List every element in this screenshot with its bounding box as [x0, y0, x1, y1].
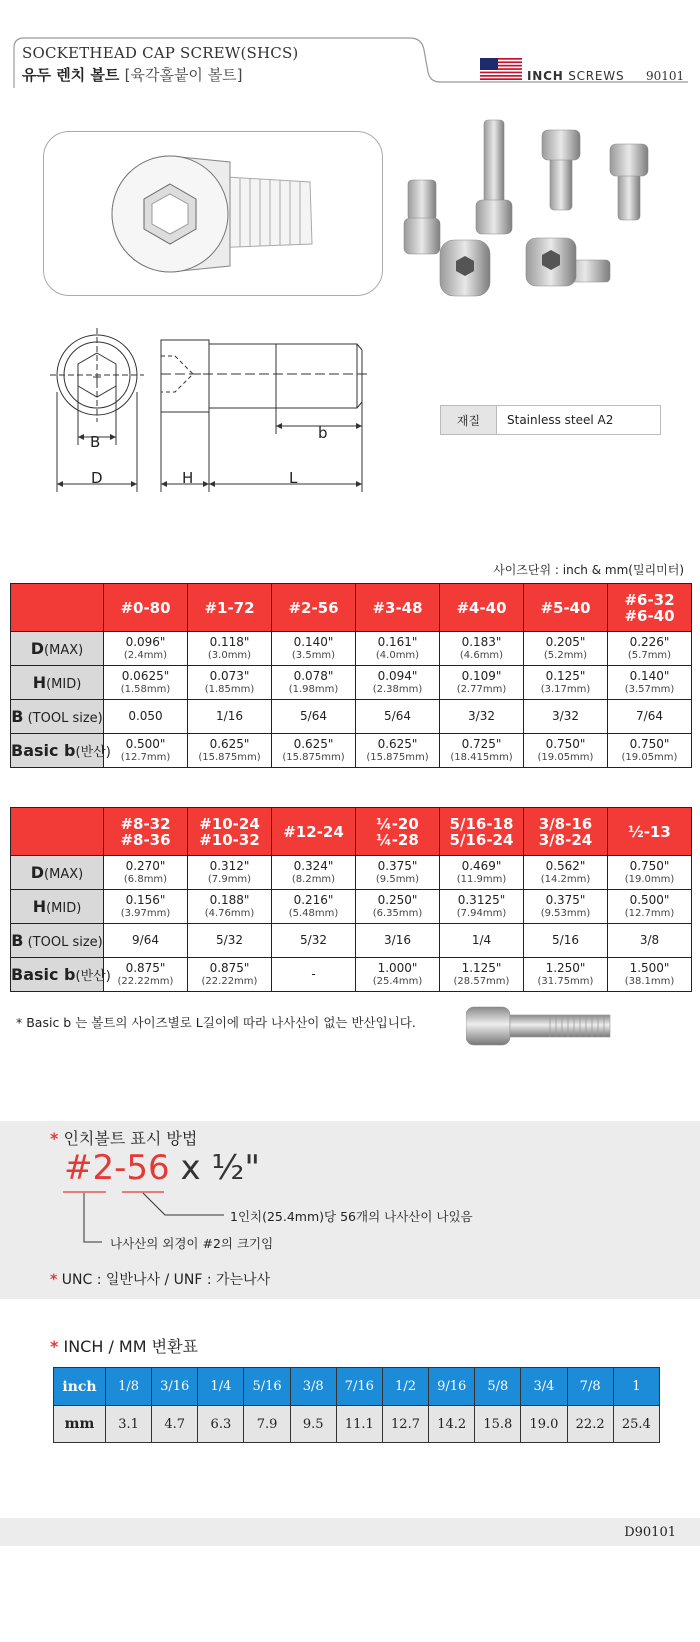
row-label-sub: (MID): [46, 677, 82, 692]
spec-cell: [440, 890, 524, 924]
size-header: [440, 808, 524, 856]
spec-cell-inch: 0.875": [125, 960, 166, 975]
spec-cell-mm: (6.8mm): [123, 873, 168, 885]
spec-cell-inch: 0.469": [461, 858, 502, 873]
spec-cell-inch: 0.312": [209, 858, 250, 873]
example-sep: -: [114, 1148, 127, 1188]
size-header: [608, 808, 692, 856]
size-header-line: ¼-20: [376, 814, 419, 833]
spec-cell: [440, 856, 524, 890]
spec-cell-mm: (38.1mm): [624, 975, 675, 987]
conversion-inch-label: inch: [54, 1368, 106, 1406]
spec-cell: [440, 958, 524, 992]
dim-label-d: D: [91, 469, 103, 487]
conversion-inch-cell: 7/8: [567, 1368, 613, 1406]
star-icon: *: [50, 1272, 58, 1288]
spec-cell: [524, 666, 608, 700]
spec-cell-mm: (5.2mm): [543, 649, 588, 661]
spec-cell-inch: 0.094": [377, 668, 418, 683]
spec-cell: [440, 700, 524, 734]
screws-photo: [400, 110, 690, 320]
spec-cell-inch: 5/64: [384, 709, 411, 723]
spec-row: [11, 890, 692, 924]
spec-cell: [440, 734, 524, 768]
conversion-mm-cell: 7.9: [244, 1406, 290, 1443]
spec-cell-inch: 5/16: [552, 933, 579, 947]
spec-cell-inch: 0.216": [293, 892, 334, 907]
spec-cell-mm: (12.7mm): [624, 907, 675, 919]
spec-cell: [272, 632, 356, 666]
size-header: [104, 584, 188, 632]
spec-cell: [440, 632, 524, 666]
spec-cell: [356, 632, 440, 666]
spec-cell-inch: 5/32: [216, 933, 243, 947]
spec-cell-mm: (3.0mm): [207, 649, 252, 661]
row-label: [11, 958, 111, 992]
size-header-line: ½-13: [628, 822, 671, 841]
star-icon: *: [50, 1337, 59, 1356]
size-header: [356, 808, 440, 856]
spec-cell-inch: 0.562": [545, 858, 586, 873]
spec-cell-inch: 0.875": [209, 960, 250, 975]
spec-cell-mm: (14.2mm): [540, 873, 591, 885]
spec-cell-mm: (15.875mm): [198, 751, 261, 763]
spec-cell-mm: (15.875mm): [366, 751, 429, 763]
spec-cell: [608, 924, 692, 958]
spec-cell: [524, 856, 608, 890]
row-label-main: Basic b: [11, 741, 76, 760]
row-label-main: H: [32, 897, 47, 916]
spec-cell-inch: 0.183": [461, 634, 502, 649]
conversion-mm-cell: 25.4: [613, 1406, 659, 1443]
spec-cell: [356, 734, 440, 768]
spec-row: [11, 958, 692, 992]
screw-illustration: [100, 148, 320, 278]
spec-cell-mm: (8.2mm): [291, 873, 336, 885]
row-label: [11, 700, 104, 734]
size-header: [272, 584, 356, 632]
row-label-main: H: [32, 673, 47, 692]
spec-cell: [188, 734, 272, 768]
conversion-inch-cell: 5/16: [244, 1368, 290, 1406]
spec-cell: [272, 666, 356, 700]
conversion-mm-cell: 9.5: [290, 1406, 336, 1443]
example-tpi: 56: [126, 1148, 170, 1188]
footer-bar: [0, 1518, 700, 1546]
spec-cell-inch: 0.0625": [121, 668, 170, 683]
conversion-mm-cell: 12.7: [382, 1406, 428, 1443]
size-header-line: #3-48: [372, 598, 423, 617]
spec-row: [11, 856, 692, 890]
spec-cell: [104, 700, 188, 734]
conversion-mm-cell: 19.0: [521, 1406, 567, 1443]
spec-row: [11, 924, 692, 958]
spec-cell: [356, 924, 440, 958]
spec-cell: [356, 856, 440, 890]
spec-cell-inch: 0.500": [125, 736, 166, 751]
conversion-inch-cell: 9/16: [429, 1368, 475, 1406]
spec-cell: [524, 924, 608, 958]
size-header-line: #8-32: [120, 814, 171, 833]
spec-cell-inch: 0.375": [377, 858, 418, 873]
spec-cell: [104, 856, 188, 890]
conversion-inch-cell: 3/16: [152, 1368, 198, 1406]
spec-cell: [104, 958, 188, 992]
spec-cell-mm: (6.35mm): [372, 907, 423, 919]
size-header-line: 5/16-24: [449, 830, 514, 849]
size-header-line: #1-72: [204, 598, 255, 617]
spec-table-corner: [11, 808, 104, 856]
spec-cell-mm: (1.98mm): [288, 683, 339, 695]
dim-label-b-small: B: [90, 433, 101, 451]
row-label-sub: (반산): [75, 969, 111, 984]
spec-cell-inch: 0.750": [629, 736, 670, 751]
spec-cell: [608, 666, 692, 700]
row-label: [11, 924, 104, 958]
annotation-tpi: 1인치(25.4mm)당 56개의 나사산이 나있음: [230, 1209, 473, 1224]
spec-cell: [188, 890, 272, 924]
spec-cell: [608, 700, 692, 734]
spec-cell-mm: (9.53mm): [540, 907, 591, 919]
spec-cell-inch: 0.073": [209, 668, 250, 683]
spec-cell-inch: 0.625": [293, 736, 334, 751]
spec-cell-inch: 5/64: [300, 709, 327, 723]
spec-cell: [188, 924, 272, 958]
spec-cell-inch: 0.156": [125, 892, 166, 907]
spec-cell-inch: 1.250": [545, 960, 586, 975]
conversion-mm-cell: 15.8: [475, 1406, 521, 1443]
size-header-line: #8-36: [120, 830, 171, 849]
spec-cell-inch: 1.500": [629, 960, 670, 975]
inch-screws-label: [527, 69, 624, 83]
spec-cell-mm: (3.57mm): [624, 683, 675, 695]
spec-cell-mm: (7.9mm): [207, 873, 252, 885]
size-header: [272, 808, 356, 856]
spec-cell: [524, 632, 608, 666]
spec-cell: [356, 890, 440, 924]
spec-cell-inch: 0.375": [545, 892, 586, 907]
spec-cell-mm: (15.875mm): [282, 751, 345, 763]
spec-cell-mm: (19.05mm): [537, 751, 594, 763]
spec-cell: [188, 700, 272, 734]
size-header-line: ¼-28: [376, 830, 419, 849]
spec-cell-inch: 3/32: [552, 709, 579, 723]
row-label-sub: (반산): [75, 745, 111, 760]
spec-cell: [188, 958, 272, 992]
spec-cell-inch: 0.226": [629, 634, 670, 649]
spec-cell-inch: 1.000": [377, 960, 418, 975]
row-label-main: B: [11, 931, 24, 950]
title-english: SOCKETHEAD CAP SCREW(SHCS): [22, 44, 299, 62]
row-label-sub: (MAX): [44, 643, 84, 658]
spec-cell-mm: (25.4mm): [372, 975, 423, 987]
spec-cell: [608, 856, 692, 890]
spec-cell: [608, 734, 692, 768]
spec-cell: [440, 666, 524, 700]
conversion-mm-cell: 3.1: [106, 1406, 152, 1443]
spec-cell-inch: 0.3125": [457, 892, 506, 907]
title-korean: [22, 64, 243, 85]
dim-label-l: L: [289, 469, 298, 487]
spec-cell-inch: 3/8: [639, 933, 660, 947]
row-label-main: B: [11, 707, 24, 726]
star-icon: *: [50, 1129, 59, 1148]
spec-cell: [608, 632, 692, 666]
spec-cell-mm: (22.22mm): [201, 975, 258, 987]
conversion-mm-cell: 11.1: [336, 1406, 382, 1443]
spec-cell-inch: 0.625": [377, 736, 418, 751]
size-header: [524, 584, 608, 632]
spec-cell-inch: 0.270": [125, 858, 166, 873]
spec-cell-inch: 9/64: [132, 933, 159, 947]
annotation-size: 나사산의 외경이 #2의 크기임: [110, 1236, 274, 1251]
spec-cell: [608, 890, 692, 924]
spec-cell-inch: 0.500": [629, 892, 670, 907]
row-label: [11, 856, 104, 890]
conversion-inch-cell: 5/8: [475, 1368, 521, 1406]
spec-cell-inch: -: [311, 967, 316, 981]
spec-cell-inch: 0.078": [293, 668, 334, 683]
spec-cell: [104, 924, 188, 958]
spec-cell: [524, 700, 608, 734]
spec-cell-inch: 7/64: [636, 709, 663, 723]
conversion-title: [50, 1334, 198, 1357]
size-header-line: #10-24: [199, 814, 260, 833]
row-label: [11, 632, 104, 666]
row-label: [11, 890, 104, 924]
spec-cell-inch: 0.140": [293, 634, 334, 649]
size-header-line: #5-40: [540, 598, 591, 617]
spec-cell-inch: 3/32: [468, 709, 495, 723]
spec-cell: [356, 958, 440, 992]
dim-label-b: b: [318, 424, 328, 442]
spec-cell: [104, 890, 188, 924]
conversion-inch-cell: 3/8: [290, 1368, 336, 1406]
part-number: 90101: [646, 69, 685, 83]
title-korean-main: 유두 렌치 볼트: [22, 66, 120, 84]
spec-row: [11, 700, 692, 734]
unc-unf-note: [50, 1269, 270, 1289]
unit-note: 사이즈단위 : inch & mm(밀리미터): [493, 563, 684, 577]
spec-cell: [104, 666, 188, 700]
spec-cell-inch: 0.118": [209, 634, 250, 649]
spec-cell: [272, 700, 356, 734]
spec-cell-mm: (5.48mm): [288, 907, 339, 919]
spec-cell: [356, 700, 440, 734]
spec-cell-inch: 0.725": [461, 736, 502, 751]
spec-cell-mm: (1.85mm): [204, 683, 255, 695]
conversion-mm-cell: 22.2: [567, 1406, 613, 1443]
spec-cell-inch: 0.140": [629, 668, 670, 683]
spec-cell-inch: 0.750": [629, 858, 670, 873]
spec-cell-inch: 0.109": [461, 668, 502, 683]
size-header-line: #6-32: [624, 590, 675, 609]
spec-cell-mm: (22.22mm): [117, 975, 174, 987]
spec-cell-mm: (2.77mm): [456, 683, 507, 695]
conversion-inch-cell: 1: [613, 1368, 659, 1406]
spec-cell-mm: (3.97mm): [120, 907, 171, 919]
spec-cell-inch: 0.050: [128, 709, 163, 723]
conversion-inch-cell: 7/16: [336, 1368, 382, 1406]
row-label-sub: (MAX): [44, 867, 84, 882]
spec-cell: [272, 924, 356, 958]
spec-cell-mm: (31.75mm): [537, 975, 594, 987]
spec-cell: [272, 958, 356, 992]
example-size: #2: [64, 1148, 115, 1188]
size-header: [524, 808, 608, 856]
size-header-line: 3/8-24: [538, 830, 593, 849]
basic-b-note: * Basic b 는 볼트의 사이즈별로 L길이에 따라 나사산이 없는 반산입니다.: [16, 1015, 416, 1030]
us-flag-icon: [480, 58, 522, 80]
spec-cell-mm: (3.5mm): [291, 649, 336, 661]
size-header-line: #12-24: [283, 822, 344, 841]
conversion-inch-cell: 1/2: [382, 1368, 428, 1406]
row-label-main: D: [30, 863, 45, 882]
spec-cell-inch: 0.750": [545, 736, 586, 751]
spec-cell-inch: 0.161": [377, 634, 418, 649]
example-length: x ½": [169, 1148, 261, 1188]
conversion-mm-cell: 4.7: [152, 1406, 198, 1443]
spec-row: [11, 632, 692, 666]
spec-cell-mm: (4.0mm): [375, 649, 420, 661]
conversion-mm-cell: 14.2: [429, 1406, 475, 1443]
material-key: 재질: [441, 406, 497, 434]
spec-cell-mm: (18.415mm): [450, 751, 513, 763]
spec-cell: [272, 890, 356, 924]
spec-table-corner: [11, 584, 104, 632]
spec-cell-mm: (2.4mm): [123, 649, 168, 661]
spec-table-1: [10, 583, 692, 768]
size-header: [104, 808, 188, 856]
row-label-main: D: [30, 639, 45, 658]
spec-cell-inch: 1/4: [471, 933, 492, 947]
spec-cell-inch: 0.205": [545, 634, 586, 649]
size-header-line: #4-40: [456, 598, 507, 617]
spec-cell-mm: (11.9mm): [456, 873, 507, 885]
spec-cell: [524, 890, 608, 924]
material-value: Stainless steel A2: [507, 413, 614, 427]
spec-cell-mm: (5.7mm): [627, 649, 672, 661]
notation-title-text: 인치볼트 표시 방법: [63, 1129, 198, 1148]
spec-cell: [272, 856, 356, 890]
spec-cell: [188, 632, 272, 666]
spec-cell-inch: 3/16: [384, 933, 411, 947]
spec-cell-mm: (3.17mm): [540, 683, 591, 695]
row-label-main: Basic b: [11, 965, 76, 984]
size-header: [188, 808, 272, 856]
spec-cell-inch: 0.188": [209, 892, 250, 907]
spec-cell: [608, 958, 692, 992]
size-header: [188, 584, 272, 632]
spec-cell: [104, 734, 188, 768]
spec-cell-mm: (4.6mm): [459, 649, 504, 661]
conversion-title-text: INCH / MM 변환표: [63, 1337, 198, 1356]
notation-title: [50, 1126, 197, 1149]
spec-cell-inch: 0.625": [209, 736, 250, 751]
spec-cell: [188, 666, 272, 700]
spec-cell-mm: (9.5mm): [375, 873, 420, 885]
row-label: [11, 734, 111, 768]
spec-cell: [272, 734, 356, 768]
screws-word: SCREWS: [568, 69, 625, 83]
spec-cell-mm: (19.0mm): [624, 873, 675, 885]
spec-cell: [356, 666, 440, 700]
spec-cell-inch: 0.125": [545, 668, 586, 683]
unc-unf-text: UNC : 일반나사 / UNF : 가는나사: [61, 1272, 271, 1288]
spec-cell: [440, 924, 524, 958]
spec-cell-inch: 5/32: [300, 933, 327, 947]
conversion-inch-cell: 3/4: [521, 1368, 567, 1406]
spec-row: [11, 666, 692, 700]
spec-cell-inch: 0.096": [125, 634, 166, 649]
row-label-sub: (TOOL size): [23, 711, 103, 726]
dim-label-h: H: [182, 469, 194, 487]
size-header-line: #2-56: [288, 598, 339, 617]
spec-cell-inch: 1/16: [216, 709, 243, 723]
size-header-line: 3/8-16: [538, 814, 593, 833]
bolt-photo: [466, 1005, 612, 1047]
size-header-line: #0-80: [120, 598, 171, 617]
footer-code: D90101: [624, 1525, 676, 1540]
spec-cell-mm: (1.58mm): [120, 683, 171, 695]
conversion-inch-cell: 1/8: [106, 1368, 152, 1406]
conversion-table: [53, 1367, 660, 1443]
spec-cell: [188, 856, 272, 890]
spec-cell-mm: (4.76mm): [204, 907, 255, 919]
notation-example: [64, 1148, 260, 1188]
spec-cell-inch: 0.250": [377, 892, 418, 907]
spec-table-2: [10, 807, 692, 992]
size-header-line: #10-32: [199, 830, 260, 849]
spec-cell-mm: (19.05mm): [621, 751, 678, 763]
spec-cell-inch: 1.125": [461, 960, 502, 975]
size-header: [440, 584, 524, 632]
conversion-mm-cell: 6.3: [198, 1406, 244, 1443]
spec-row: [11, 734, 692, 768]
conversion-inch-cell: 1/4: [198, 1368, 244, 1406]
inch-word: INCH: [527, 69, 564, 83]
material-box: [440, 405, 661, 435]
spec-cell: [104, 632, 188, 666]
title-korean-sub: [육각홀붙이 볼트]: [124, 66, 243, 84]
size-header: [356, 584, 440, 632]
spec-cell: [524, 958, 608, 992]
spec-cell: [524, 734, 608, 768]
spec-cell-mm: (28.57mm): [453, 975, 510, 987]
size-header-line: #6-40: [624, 606, 675, 625]
row-label: [11, 666, 104, 700]
spec-cell-mm: (7.94mm): [456, 907, 507, 919]
size-header: [608, 584, 692, 632]
size-header-line: 5/16-18: [449, 814, 514, 833]
spec-cell-inch: 0.324": [293, 858, 334, 873]
spec-cell-mm: (2.38mm): [372, 683, 423, 695]
row-label-sub: (MID): [46, 901, 82, 916]
spec-cell-mm: (12.7mm): [120, 751, 171, 763]
conversion-mm-label: mm: [54, 1406, 106, 1443]
row-label-sub: (TOOL size): [23, 935, 103, 950]
